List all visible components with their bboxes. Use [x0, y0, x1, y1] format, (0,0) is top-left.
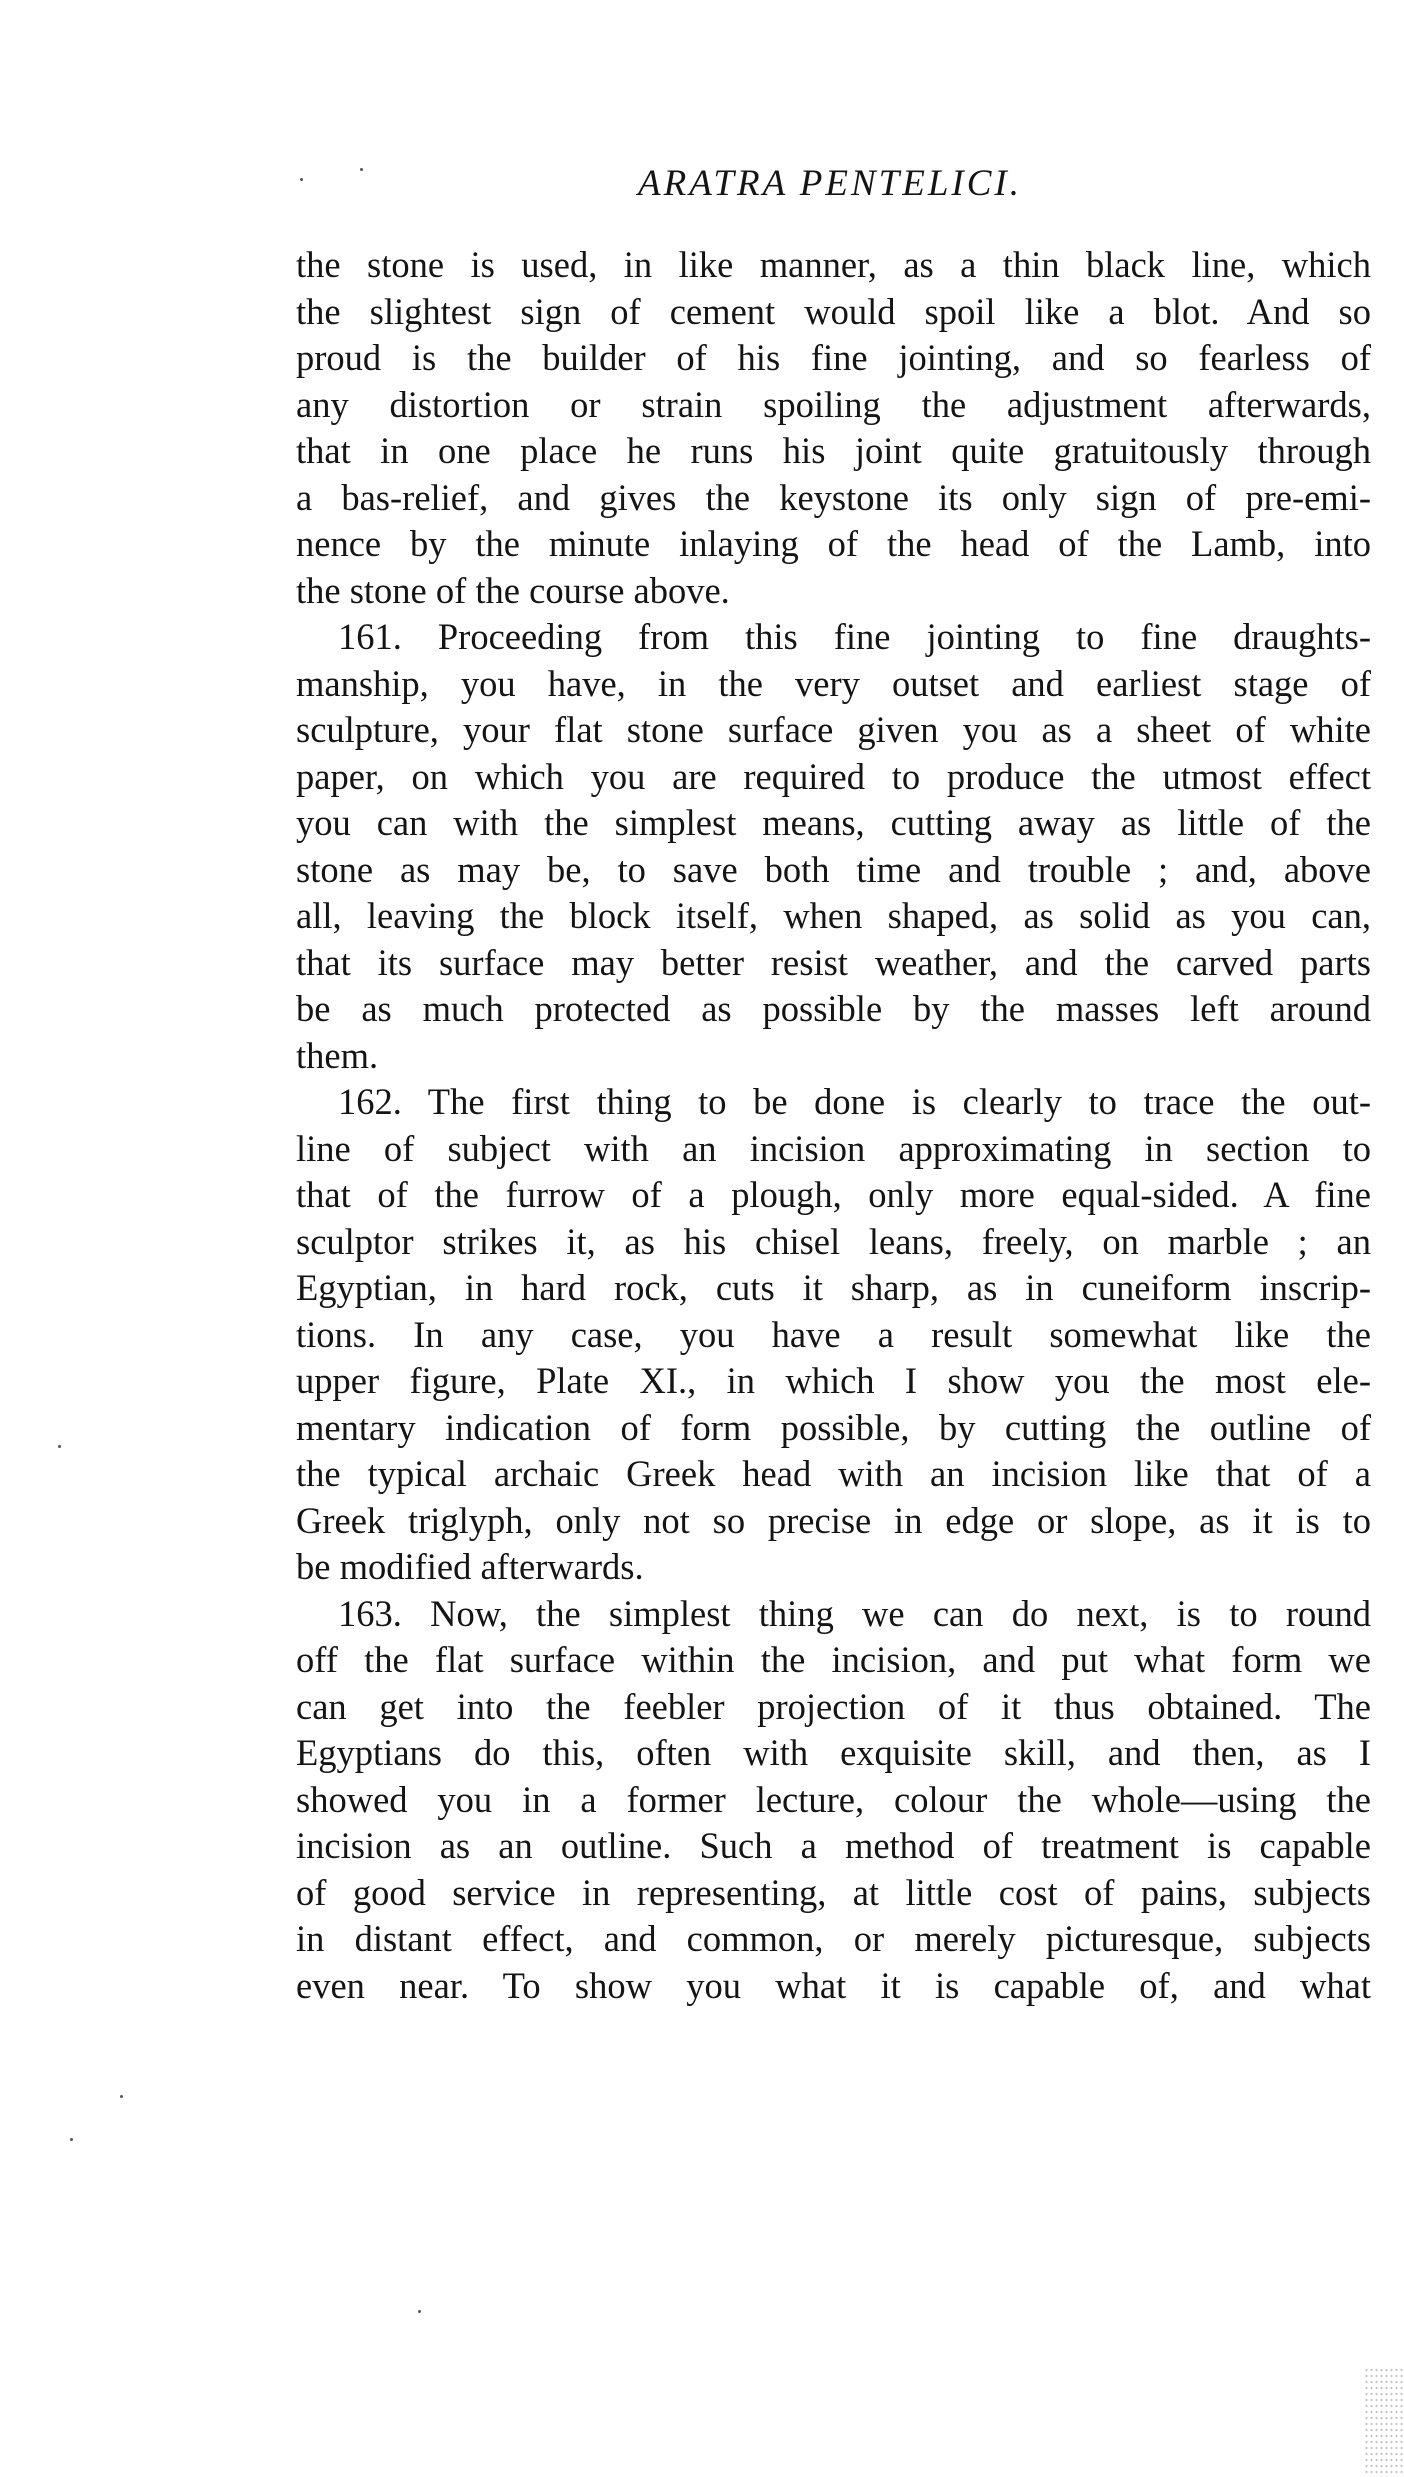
text-line: that in one place he runs his joint quite gratuitously through [296, 430, 1371, 471]
page-edge-speckle [1364, 2367, 1404, 2477]
paragraph-161-start: 161. Proceeding from this fine jointing to fine draughts- [338, 616, 1371, 657]
text-line: off the flat surface within the incision, and put what form we [296, 1639, 1371, 1680]
text-line: that its surface may better resist weather, and the carved parts [296, 941, 1371, 983]
text-line: you can with the simplest means, cutting away as little of the [296, 802, 1371, 843]
text-line: the stone of the course above. [296, 569, 730, 611]
text-line: line of subject with an incision approximating in section to [296, 1127, 1371, 1169]
text-line: be modified afterwards. [296, 1546, 644, 1587]
text-line: in distant effect, and common, or merely picturesque, subjects [296, 1918, 1371, 1959]
text-line: of good service in representing, at little cost of pains, subjects [296, 1871, 1371, 1913]
text-line: mentary indication of form possible, by cutting the outline of [296, 1406, 1371, 1448]
paper-speck [58, 1445, 61, 1448]
text-line: incision as an outline. Such a method of treatment is capable [296, 1825, 1371, 1866]
paper-speck [300, 178, 303, 181]
text-line: stone as may be, to save both time and trouble ; and, above [296, 848, 1371, 890]
running-head: ARATRA PENTELICI. [638, 163, 1022, 204]
text-line: tions. In any case, you have a result somewhat like the [296, 1313, 1371, 1355]
paper-speck [70, 2138, 73, 2141]
text-line: the typical archaic Greek head with an incision like that of a [296, 1453, 1371, 1494]
paper-speck [418, 2310, 421, 2313]
text-line: them. [296, 1034, 379, 1076]
text-line: sculpture, your flat stone surface given you as a sheet of white [296, 709, 1371, 750]
text-line: Greek triglyph, only not so precise in edge or slope, as it is to [296, 1499, 1371, 1541]
paragraph-163-start: 163. Now, the simplest thing we can do next, is to round [338, 1592, 1371, 1634]
text-line: nence by the minute inlaying of the head of the Lamb, into [296, 523, 1371, 564]
text-line: all, leaving the block itself, when shaped, as solid as you can, [296, 895, 1371, 936]
text-line: upper figure, Plate XI., in which I show you the most ele- [296, 1360, 1371, 1401]
paragraph-162-start: 162. The first thing to be done is clearly to trace the out- [338, 1081, 1371, 1122]
text-line: Egyptian, in hard rock, cuts it sharp, as in cuneiform inscrip- [296, 1267, 1371, 1308]
text-line: be as much protected as possible by the masses left around [296, 988, 1371, 1029]
text-line: that of the furrow of a plough, only more equal-sided. A fine [296, 1174, 1371, 1215]
text-line: sculptor strikes it, as his chisel leans, freely, on marble ; an [296, 1220, 1371, 1262]
text-line: can get into the feebler projection of it thus obtained. The [296, 1685, 1371, 1727]
text-line: a bas-relief, and gives the keystone its only sign of pre-emi- [296, 476, 1371, 518]
paper-speck [360, 168, 363, 171]
text-line: showed you in a former lecture, colour the whole—using the [296, 1778, 1371, 1820]
text-line: manship, you have, in the very outset and earliest stage of [296, 662, 1371, 704]
text-line: even near. To show you what it is capable of, and what [296, 1964, 1371, 2006]
text-line: the slightest sign of cement would spoil like a blot. And so [296, 290, 1371, 332]
text-line: paper, on which you are required to produce the utmost effect [296, 755, 1371, 797]
text-line: proud is the builder of his fine jointing, and so fearless of [296, 337, 1371, 378]
body-text [296, 242, 1371, 2009]
text-line: the stone is used, in like manner, as a thin black line, which [296, 244, 1371, 285]
text-line: Egyptians do this, often with exquisite skill, and then, as I [296, 1732, 1371, 1773]
paper-speck [120, 2095, 123, 2098]
text-line: any distortion or strain spoiling the adjustment afterwards, [296, 383, 1371, 425]
